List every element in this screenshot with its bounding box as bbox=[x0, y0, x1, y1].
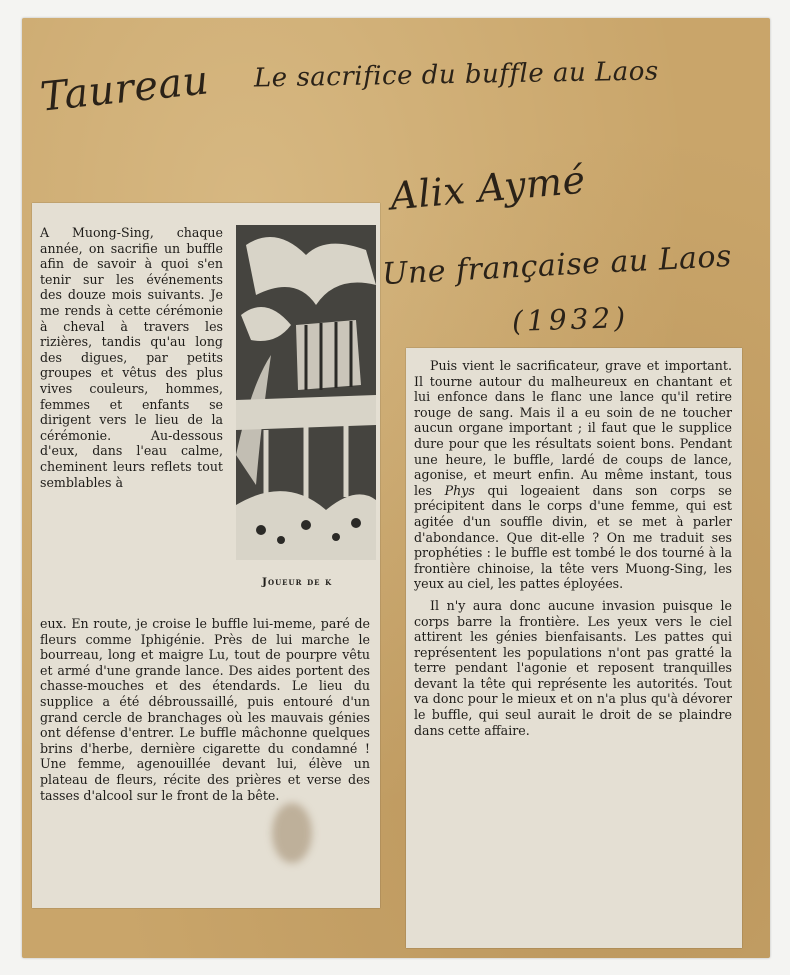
paragraph-sacrificateur-end: qui logeaient dans son corps se précipitent dans le corps d'une femme, qui est agitée d'un souffle divin, et se met à parler d'abondance. Que dit-elle ? On me traduit ses prophéties : le buffle est tombé le dos tourné à la frontière chinoise, la tête vers Muong-Sing, les yeux au ciel, les pattes éployées. bbox=[414, 482, 732, 592]
article-text-top: A Muong-Sing, chaque année, on sacrifie un buffle afin de savoir à quoi s'en tenir sur les événements des douze mois suivants. Je me rends à cette cérémonie à cheval à travers les rizières, tandis qu'au long des digues, par petits groupes et vêtus des plus vives couleurs, hommes, femmes et enfants se dirigent vers le lieu de la cérémonie. Au-dessous d'eux, dans l'eau calme, cheminent leurs reflets tout semblables à bbox=[40, 225, 223, 490]
woodcut-illustration bbox=[236, 225, 376, 560]
paragraph-sacrificateur bbox=[414, 358, 732, 592]
paragraph-invasion: Il n'y aura donc aucune invasion puisque le corps barre la frontière. Les yeux vers le ciel attirent les génies bienfaisants. Les pattes qui représentent les populations n'ont pas gratté la terre pendant l'agonie et reposent tranquilles devant la tête qui représente les autorités. Tout va donc pour le mieux et on n'a plus qu'à dévorer le buffle, qui seul aurait le droit de se plaindre dans cette affaire. bbox=[414, 597, 732, 738]
paragraph-sacrificateur-start: Puis vient le sacrificateur, grave et important. Il tourne autour du malheureux en chantant et lui enfonce dans le flanc une lance qu'il retire rouge de sang. Mais il a eu soin de ne toucher aucun organe important ; il faut que le supplice dure pour que les résultats soient bons. Pendant une heure, le buffle, lardé de coups de lance, agonise, et meurt enfin. Au même instant, tous les bbox=[414, 358, 732, 498]
article-text-right bbox=[414, 358, 732, 738]
aged-paper-backing bbox=[22, 18, 770, 958]
illustration-caption: Joueur de k bbox=[262, 576, 333, 588]
article-text-bottom: eux. En route, je croise le buffle lui-meme, paré de fleurs comme Iphigénie. Près de lui marche le bourreau, long et maigre Lu, tout de pourpre vêtu et armé d'une grande lance. Des aides portent des chasse-mouches et des étendards. Le lieu du supplice a été débroussaillé, puis entouré d'un grand cercle de branchages où les mauvais génies ont défense d'entrer. Le buffle mâchonne quelques brins d'herbe, dernière cigarette du condamné ! Une femme, agenouillée devant lui, élève un plateau de fleurs, récite des prières et verse des tasses d'alcool sur le front de la bête. bbox=[40, 616, 370, 803]
water-stain bbox=[272, 803, 312, 863]
newspaper-clipping-left bbox=[32, 203, 380, 908]
handwritten-title: Le sacrifice du buffle au Laos bbox=[253, 56, 659, 94]
newspaper-clipping-right bbox=[406, 348, 742, 948]
handwritten-year: (1932) bbox=[511, 300, 630, 339]
handwritten-author-taureau: Taureau bbox=[38, 57, 212, 121]
phys-italic: Phys bbox=[444, 482, 488, 498]
handwritten-author-alix-ayme: Alix Aymé bbox=[388, 157, 588, 219]
handwritten-book-title: Une française au Laos bbox=[381, 238, 733, 293]
